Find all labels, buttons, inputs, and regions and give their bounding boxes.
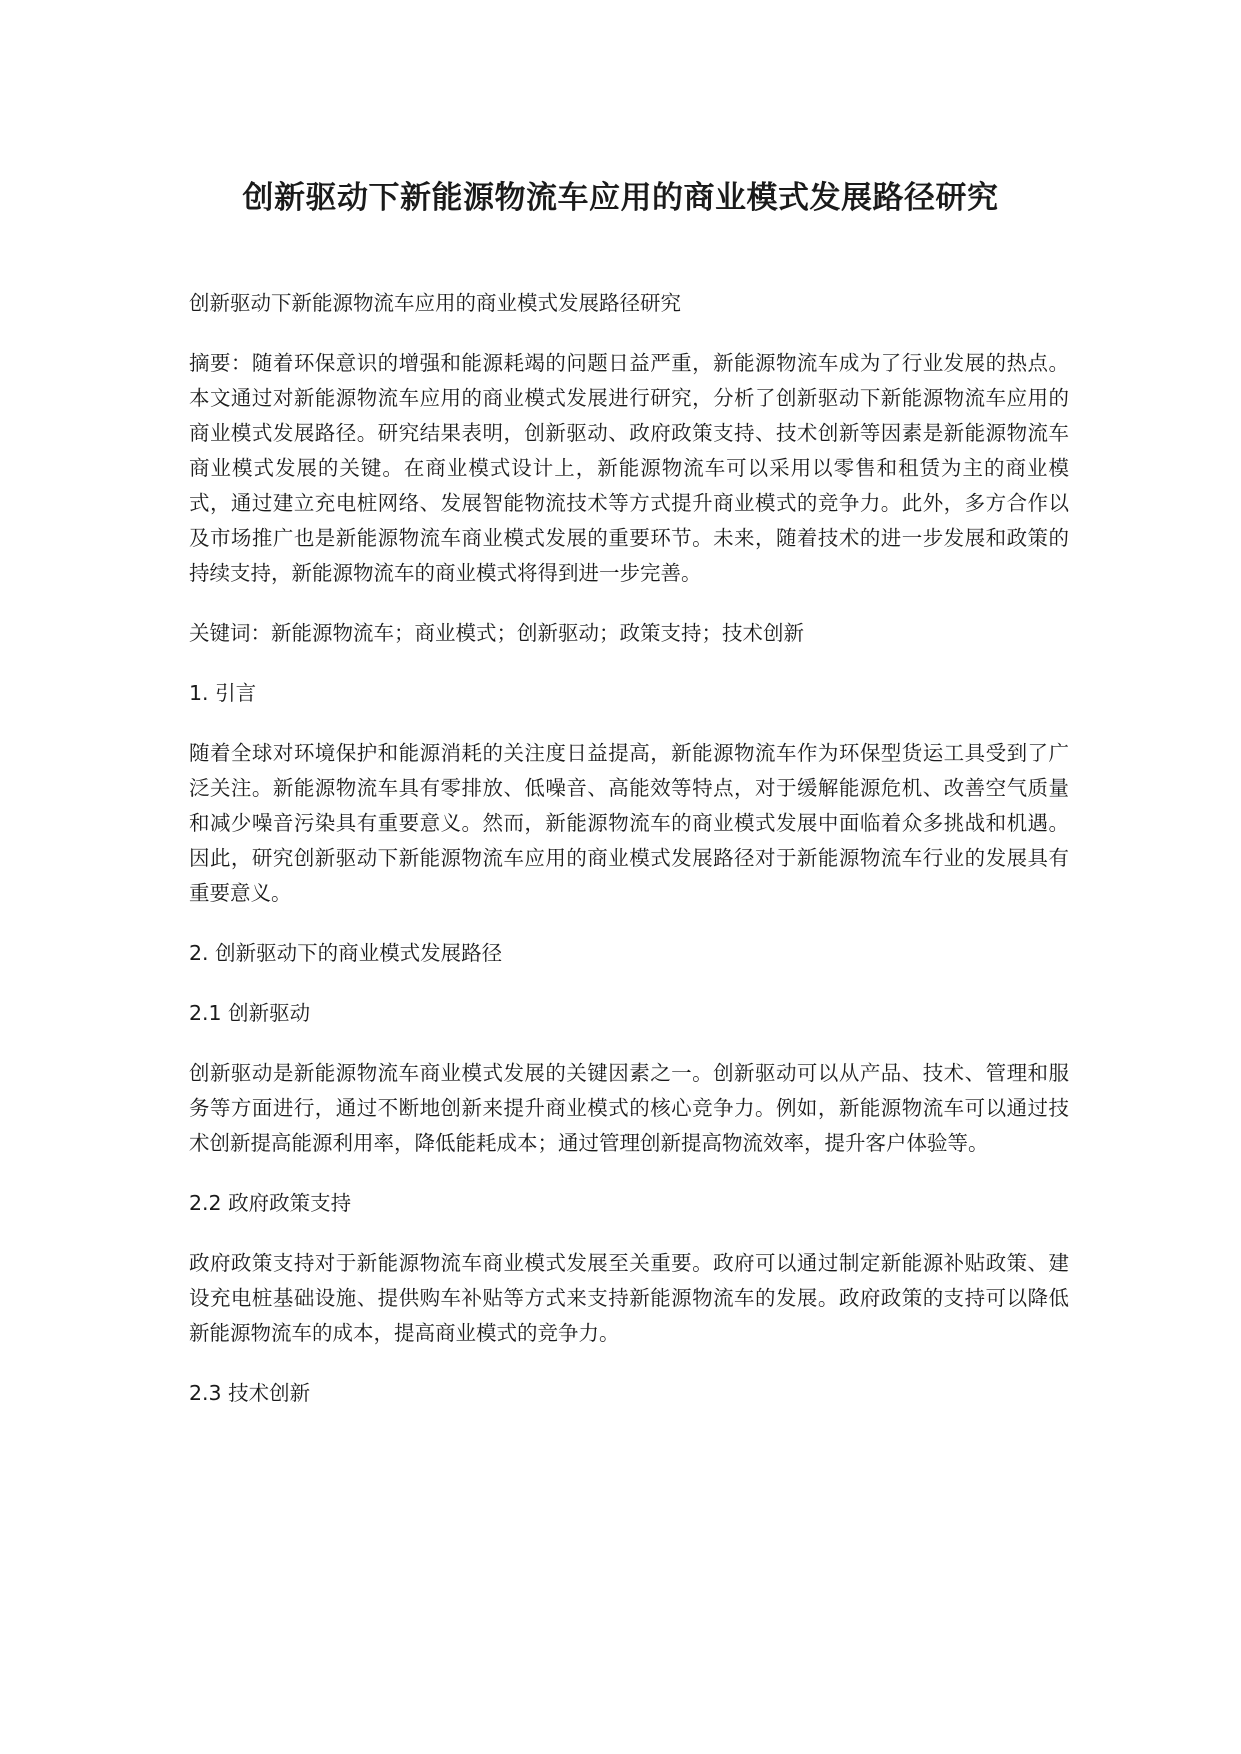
subsection-heading-2-1: 2.1 创新驱动 (189, 1001, 311, 1025)
section-heading-intro: 1. 引言 (189, 681, 257, 705)
subsection-heading-2-2: 2.2 政府政策支持 (189, 1191, 352, 1215)
keywords-paragraph: 关键词：新能源物流车；商业模式；创新驱动；政策支持；技术创新 (189, 621, 804, 645)
subtitle: 创新驱动下新能源物流车应用的商业模式发展路径研究 (189, 291, 681, 315)
document-title: 创新驱动下新能源物流车应用的商业模式发展路径研究 (242, 180, 999, 216)
subsection-paragraph-2-1: 创新驱动是新能源物流车商业模式发展的关键因素之一。创新驱动可以从产品、技术、管理和服务等方面进行，通过不断地创新来提升商业模式的核心竞争力。例如，新能源物流车可以通过技术创新提高能源利用率，降低能耗成本；通过管理创新提高物流效率，提升客户体验等。 (189, 1061, 1069, 1155)
section-heading-path: 2. 创新驱动下的商业模式发展路径 (189, 941, 503, 965)
subsection-paragraph-2-2: 政府政策支持对于新能源物流车商业模式发展至关重要。政府可以通过制定新能源补贴政策、建设充电桩基础设施、提供购车补贴等方式来支持新能源物流车的发展。政府政策的支持可以降低新能源物流车的成本，提高商业模式的竞争力。 (189, 1251, 1069, 1345)
document-body (189, 286, 1069, 1436)
abstract-paragraph: 摘要：随着环保意识的增强和能源耗竭的问题日益严重，新能源物流车成为了行业发展的热点。本文通过对新能源物流车应用的商业模式发展进行研究，分析了创新驱动下新能源物流车应用的商业模式发展路径。研究结果表明，创新驱动、政府政策支持、技术创新等因素是新能源物流车商业模式发展的关键。在商业模式设计上，新能源物流车可以采用以零售和租赁为主的商业模式，通过建立充电桩网络、发展智能物流技术等方式提升商业模式的竞争力。此外，多方合作以及市场推广也是新能源物流车商业模式发展的重要环节。未来，随着技术的进一步发展和政策的持续支持，新能源物流车的商业模式将得到进一步完善。 (189, 351, 1069, 585)
subsection-heading-2-3: 2.3 技术创新 (189, 1381, 311, 1405)
intro-paragraph: 随着全球对环境保护和能源消耗的关注度日益提高，新能源物流车作为环保型货运工具受到了广泛关注。新能源物流车具有零排放、低噪音、高能效等特点，对于缓解能源危机、改善空气质量和减少噪音污染具有重要意义。然而，新能源物流车的商业模式发展中面临着众多挑战和机遇。因此，研究创新驱动下新能源物流车应用的商业模式发展路径对于新能源物流车行业的发展具有重要意义。 (189, 741, 1069, 905)
